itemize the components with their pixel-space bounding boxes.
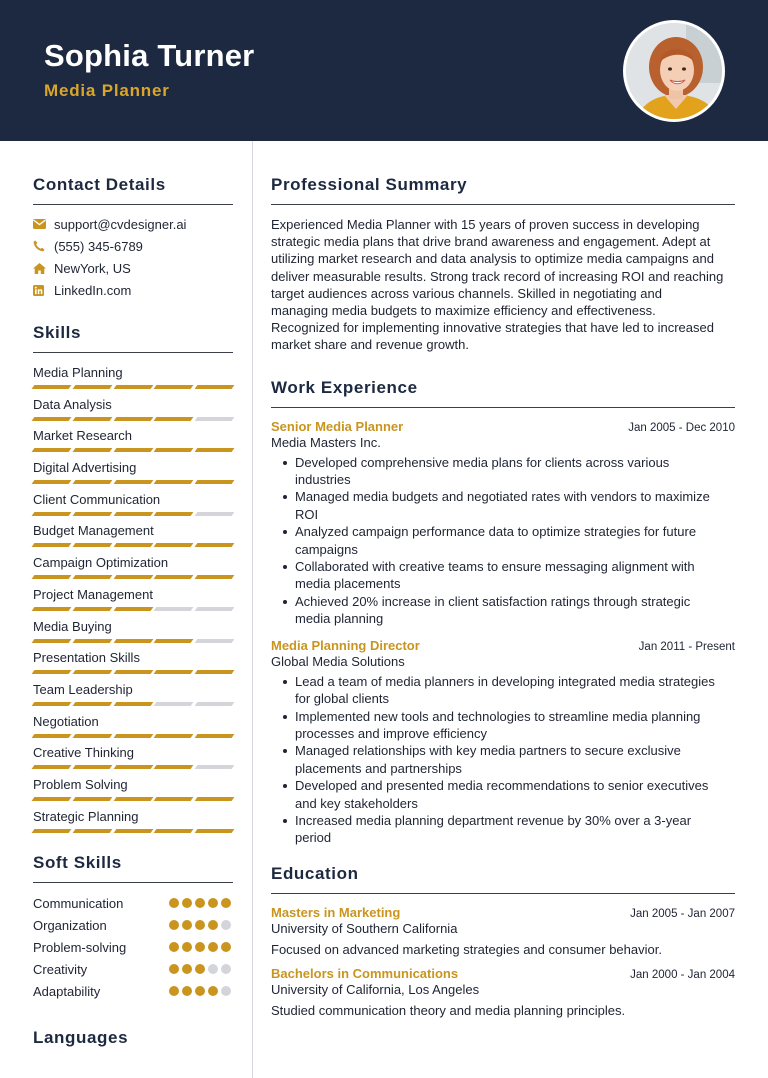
skill-level-segment: [195, 639, 235, 643]
candidate-role: Media Planner: [44, 81, 170, 100]
contact-phone-text[interactable]: (555) 345-6789: [54, 238, 143, 254]
summary-text: [271, 216, 735, 354]
skill-level-segment: [32, 734, 72, 738]
skill-level-segment: [72, 829, 112, 833]
skill-level-segment: [72, 765, 112, 769]
skill-level-segment: [195, 448, 235, 452]
skill-item: [33, 522, 233, 554]
right-column: [271, 141, 735, 1018]
contact-email-text[interactable]: support@cvdesigner.ai: [54, 216, 187, 232]
job-bullet: [271, 708, 735, 743]
skill-item: [33, 459, 233, 491]
contact-phone: [33, 235, 233, 257]
skill-level-segment: [72, 385, 112, 389]
bullet-line: media placements: [295, 576, 401, 592]
skill-level-segment: [72, 670, 112, 674]
job-bullet: [271, 673, 735, 708]
rating-dot: [221, 964, 231, 974]
skill-level-segment: [195, 797, 235, 801]
skill-item: [33, 396, 233, 428]
skill-level-segment: [195, 702, 235, 706]
skill-item: [33, 427, 233, 459]
skill-level-segment: [113, 670, 153, 674]
bullet-line: Developed comprehensive media plans for clients across various: [295, 454, 670, 470]
skill-level-segment: [154, 417, 194, 421]
bullet-line: campaigns: [295, 541, 358, 557]
skill-level-segment: [154, 670, 194, 674]
skill-level-bar: [33, 670, 233, 674]
skill-item: [33, 776, 233, 808]
rating-dot: [221, 898, 231, 908]
skill-item: [33, 744, 233, 776]
skill-level-segment: [195, 417, 235, 421]
job-bullet: [271, 558, 735, 593]
skill-level-segment: [72, 543, 112, 547]
skill-level-segment: [154, 765, 194, 769]
skill-level-segment: [113, 385, 153, 389]
linkedin-icon: [33, 285, 54, 296]
skill-name: Data Analysis: [33, 396, 112, 412]
skill-name: Project Management: [33, 586, 153, 602]
skill-level-segment: [154, 448, 194, 452]
skill-item: [33, 554, 233, 586]
job-dates: Jan 2005 - Dec 2010: [628, 421, 735, 434]
education-dates: Jan 2005 - Jan 2007: [630, 907, 735, 920]
soft-skill-rating: [169, 986, 231, 996]
skill-level-segment: [32, 417, 72, 421]
bullet-line: Analyzed campaign performance data to optimize strategies for future: [295, 524, 697, 540]
skill-level-segment: [72, 734, 112, 738]
summary-line: Recognized for implementing innovative strategies that have led to increased: [271, 320, 714, 336]
bullet-line: Managed relationships with key media partners to secure exclusive: [295, 743, 681, 759]
skill-level-segment: [154, 639, 194, 643]
skill-level-segment: [195, 734, 235, 738]
bullet-line: media planning: [295, 611, 384, 627]
skill-level-bar: [33, 639, 233, 643]
soft-skills-section: [33, 853, 233, 1002]
skill-level-bar: [33, 702, 233, 706]
bullet-line: ROI: [295, 506, 319, 522]
rating-dot: [221, 986, 231, 996]
skill-name: Negotiation: [33, 713, 99, 729]
skill-level-bar: [33, 385, 233, 389]
jobs-list: [271, 419, 735, 847]
profile-photo: [623, 20, 725, 122]
skill-level-segment: [32, 670, 72, 674]
education-dates: Jan 2000 - Jan 2004: [630, 968, 735, 981]
school-name: University of California, Los Angeles: [271, 981, 480, 997]
summary-line: strategic media plans that drive brand awareness and engagement. Adept at: [271, 234, 711, 250]
languages-section: [33, 1028, 233, 1057]
skill-level-segment: [195, 480, 235, 484]
skill-level-segment: [154, 385, 194, 389]
skill-level-segment: [154, 480, 194, 484]
column-divider: [252, 141, 253, 1078]
skill-name: Digital Advertising: [33, 460, 137, 476]
skill-level-segment: [32, 448, 72, 452]
education-section: [271, 864, 735, 1018]
soft-skills-heading: Soft Skills: [33, 853, 233, 883]
skill-level-segment: [72, 575, 112, 579]
profile-photo-illustration: [626, 23, 725, 122]
skill-level-segment: [113, 797, 153, 801]
rating-dot: [169, 942, 179, 952]
skill-level-segment: [113, 702, 153, 706]
rating-dot: [182, 942, 192, 952]
bullet-line: Collaborated with creative teams to ensure messaging alignment with: [295, 559, 695, 575]
skill-level-segment: [154, 512, 194, 516]
education-header: [271, 966, 735, 981]
rating-dot: [208, 986, 218, 996]
bullet-line: Managed media budgets and negotiated rates with vendors to maximize: [295, 489, 710, 505]
skill-name: Problem Solving: [33, 776, 128, 792]
summary-section: [271, 175, 735, 354]
skill-level-segment: [32, 702, 72, 706]
job-bullet: [271, 742, 735, 777]
skill-level-segment: [72, 639, 112, 643]
soft-skill-name: Creativity: [33, 961, 88, 977]
soft-skill-item: [33, 980, 233, 1002]
rating-dot: [182, 964, 192, 974]
phone-icon: [33, 240, 54, 252]
skill-level-bar: [33, 417, 233, 421]
rating-dot: [169, 964, 179, 974]
skill-level-segment: [113, 639, 153, 643]
skill-level-bar: [33, 575, 233, 579]
skills-section: [33, 323, 233, 839]
skill-level-segment: [72, 480, 112, 484]
skill-level-segment: [113, 512, 153, 516]
education-header: [271, 905, 735, 920]
job-dates: Jan 2011 - Present: [638, 640, 735, 653]
rating-dot: [182, 920, 192, 930]
experience-heading: Work Experience: [271, 378, 735, 408]
rating-dot: [208, 964, 218, 974]
skill-level-segment: [195, 575, 235, 579]
summary-line: deliver measurable results. Strong track record of increasing ROI and reaching: [271, 268, 724, 284]
skill-name: Budget Management: [33, 523, 154, 539]
job-bullets: [271, 454, 735, 628]
job-bullet: [271, 777, 735, 812]
skill-level-segment: [154, 607, 194, 611]
skill-level-bar: [33, 543, 233, 547]
skill-level-segment: [72, 607, 112, 611]
skill-level-segment: [113, 734, 153, 738]
contact-linkedin-text[interactable]: LinkedIn.com: [54, 282, 132, 298]
skill-level-bar: [33, 607, 233, 611]
soft-skill-item: [33, 936, 233, 958]
left-column: [33, 141, 233, 1057]
skill-level-bar: [33, 448, 233, 452]
skill-level-segment: [32, 543, 72, 547]
job-entry: [271, 638, 735, 847]
skill-level-segment: [195, 385, 235, 389]
languages-heading: Languages: [33, 1028, 129, 1048]
skill-item: [33, 586, 233, 618]
rating-dot: [208, 898, 218, 908]
education-heading: Education: [271, 864, 735, 894]
skill-level-segment: [195, 607, 235, 611]
soft-skill-rating: [169, 964, 231, 974]
job-bullet: [271, 454, 735, 489]
skill-item: [33, 364, 233, 396]
job-title: Senior Media Planner: [271, 418, 404, 434]
skills-list: [33, 364, 233, 839]
contact-location: [33, 257, 233, 279]
skill-level-segment: [195, 512, 235, 516]
bullet-line: processes and improve efficiency: [295, 725, 487, 741]
candidate-name: Sophia Turner: [44, 38, 255, 73]
skill-item: [33, 713, 233, 745]
skill-name: Media Planning: [33, 365, 123, 380]
skill-level-segment: [195, 670, 235, 674]
degree-title: Masters in Marketing: [271, 904, 401, 920]
skill-level-segment: [32, 607, 72, 611]
job-bullets: [271, 673, 735, 847]
experience-section: [271, 378, 735, 847]
bullet-line: for global clients: [295, 691, 389, 707]
skill-level-segment: [32, 512, 72, 516]
education-entry: [271, 966, 735, 1018]
rating-dot: [169, 920, 179, 930]
skill-level-segment: [72, 512, 112, 516]
skill-level-segment: [72, 448, 112, 452]
skill-level-segment: [72, 797, 112, 801]
rating-dot: [182, 986, 192, 996]
skill-level-bar: [33, 512, 233, 516]
soft-skill-name: Organization: [33, 917, 107, 933]
skill-level-segment: [32, 385, 72, 389]
home-icon: [33, 263, 54, 274]
skill-level-segment: [113, 607, 153, 611]
bullet-line: Lead a team of media planners in developing integrated media strategies: [295, 673, 715, 689]
skill-level-segment: [32, 575, 72, 579]
skill-item: [33, 681, 233, 713]
rating-dot: [208, 942, 218, 952]
soft-skill-rating: [169, 942, 231, 952]
rating-dot: [221, 920, 231, 930]
education-description: Focused on advanced marketing strategies and consumer behavior.: [271, 941, 662, 957]
resume-header: [0, 0, 768, 141]
soft-skill-name: Problem-solving: [33, 939, 127, 955]
job-bullet: [271, 593, 735, 628]
job-company: Media Masters Inc.: [271, 434, 381, 450]
skill-level-segment: [32, 480, 72, 484]
contact-linkedin: [33, 279, 233, 301]
rating-dot: [169, 898, 179, 908]
skill-level-segment: [32, 829, 72, 833]
bullet-line: period: [295, 830, 332, 846]
soft-skill-name: Adaptability: [33, 983, 101, 999]
soft-skill-name: Communication: [33, 895, 124, 911]
summary-line: managing media budgets to maximize efficiency and effectiveness.: [271, 303, 656, 319]
skill-level-segment: [32, 765, 72, 769]
summary-heading: Professional Summary: [271, 175, 735, 205]
bullet-line: placements and partnerships: [295, 760, 462, 776]
contact-location-text: NewYork, US: [54, 260, 131, 276]
contact-section: [33, 175, 233, 301]
job-entry: [271, 419, 735, 628]
skill-level-segment: [113, 480, 153, 484]
bullet-line: industries: [295, 472, 351, 488]
rating-dot: [195, 964, 205, 974]
skill-name: Presentation Skills: [33, 650, 140, 666]
bullet-line: Developed and presented media recommendations to senior executives: [295, 778, 709, 794]
skill-level-segment: [154, 734, 194, 738]
skill-level-segment: [195, 765, 235, 769]
skill-level-segment: [195, 543, 235, 547]
rating-dot: [208, 920, 218, 930]
skill-level-bar: [33, 480, 233, 484]
skill-level-bar: [33, 797, 233, 801]
rating-dot: [182, 898, 192, 908]
school-name: University of Southern California: [271, 920, 458, 936]
rating-dot: [221, 942, 231, 952]
bullet-line: and key stakeholders: [295, 795, 418, 811]
envelope-icon: [33, 219, 54, 229]
education-list: [271, 905, 735, 1018]
job-bullet: [271, 488, 735, 523]
skill-level-segment: [72, 417, 112, 421]
rating-dot: [195, 942, 205, 952]
skills-heading: Skills: [33, 323, 233, 353]
skill-level-segment: [32, 639, 72, 643]
skill-level-bar: [33, 765, 233, 769]
soft-skill-rating: [169, 898, 231, 908]
skill-name: Market Research: [33, 428, 132, 444]
degree-title: Bachelors in Communications: [271, 965, 459, 981]
soft-skill-item: [33, 914, 233, 936]
skill-name: Client Communication: [33, 491, 161, 507]
skill-item: [33, 649, 233, 681]
job-header: [271, 638, 735, 653]
bullet-line: Implemented new tools and technologies to streamline media planning: [295, 708, 701, 724]
soft-skill-item: [33, 958, 233, 980]
skill-level-segment: [154, 829, 194, 833]
skill-level-segment: [32, 797, 72, 801]
rating-dot: [169, 986, 179, 996]
skill-level-bar: [33, 829, 233, 833]
education-description: Studied communication theory and media planning principles.: [271, 1002, 626, 1018]
skill-level-bar: [33, 734, 233, 738]
skill-item: [33, 808, 233, 840]
contact-heading: Contact Details: [33, 175, 233, 205]
skill-level-segment: [113, 765, 153, 769]
skill-item: [33, 618, 233, 650]
skill-name: Strategic Planning: [33, 808, 139, 824]
summary-line: utilizing market research and data analysis to optimize media campaigns and: [271, 251, 714, 267]
skill-name: Media Buying: [33, 618, 112, 634]
job-header: [271, 419, 735, 434]
skill-level-segment: [154, 575, 194, 579]
skill-item: [33, 491, 233, 523]
bullet-line: Increased media planning department revenue by 30% over a 3-year: [295, 812, 692, 828]
summary-line: target audiences across various channels. Skilled in negotiating and: [271, 285, 662, 301]
contact-email: [33, 213, 233, 235]
skill-level-segment: [113, 829, 153, 833]
skill-level-segment: [154, 543, 194, 547]
soft-skill-item: [33, 892, 233, 914]
skill-level-segment: [154, 797, 194, 801]
skill-level-segment: [113, 575, 153, 579]
bullet-line: Achieved 20% increase in client satisfaction ratings through strategic: [295, 593, 691, 609]
job-title: Media Planning Director: [271, 637, 420, 653]
skill-level-segment: [113, 417, 153, 421]
job-bullet: [271, 812, 735, 847]
soft-skill-rating: [169, 920, 231, 930]
skill-name: Creative Thinking: [33, 745, 134, 761]
skill-level-segment: [154, 702, 194, 706]
rating-dot: [195, 920, 205, 930]
skill-level-segment: [195, 829, 235, 833]
job-bullet: [271, 523, 735, 558]
summary-line: Experienced Media Planner with 15 years of proven success in developing: [271, 217, 700, 232]
skill-level-segment: [113, 448, 153, 452]
education-entry: [271, 905, 735, 957]
skill-name: Team Leadership: [33, 681, 133, 697]
skill-name: Campaign Optimization: [33, 555, 169, 571]
rating-dot: [195, 986, 205, 996]
skill-level-segment: [113, 543, 153, 547]
job-company: Global Media Solutions: [271, 653, 405, 669]
skill-level-segment: [72, 702, 112, 706]
rating-dot: [195, 898, 205, 908]
summary-line: market share and revenue growth.: [271, 337, 469, 353]
soft-skills-list: [33, 892, 233, 1002]
